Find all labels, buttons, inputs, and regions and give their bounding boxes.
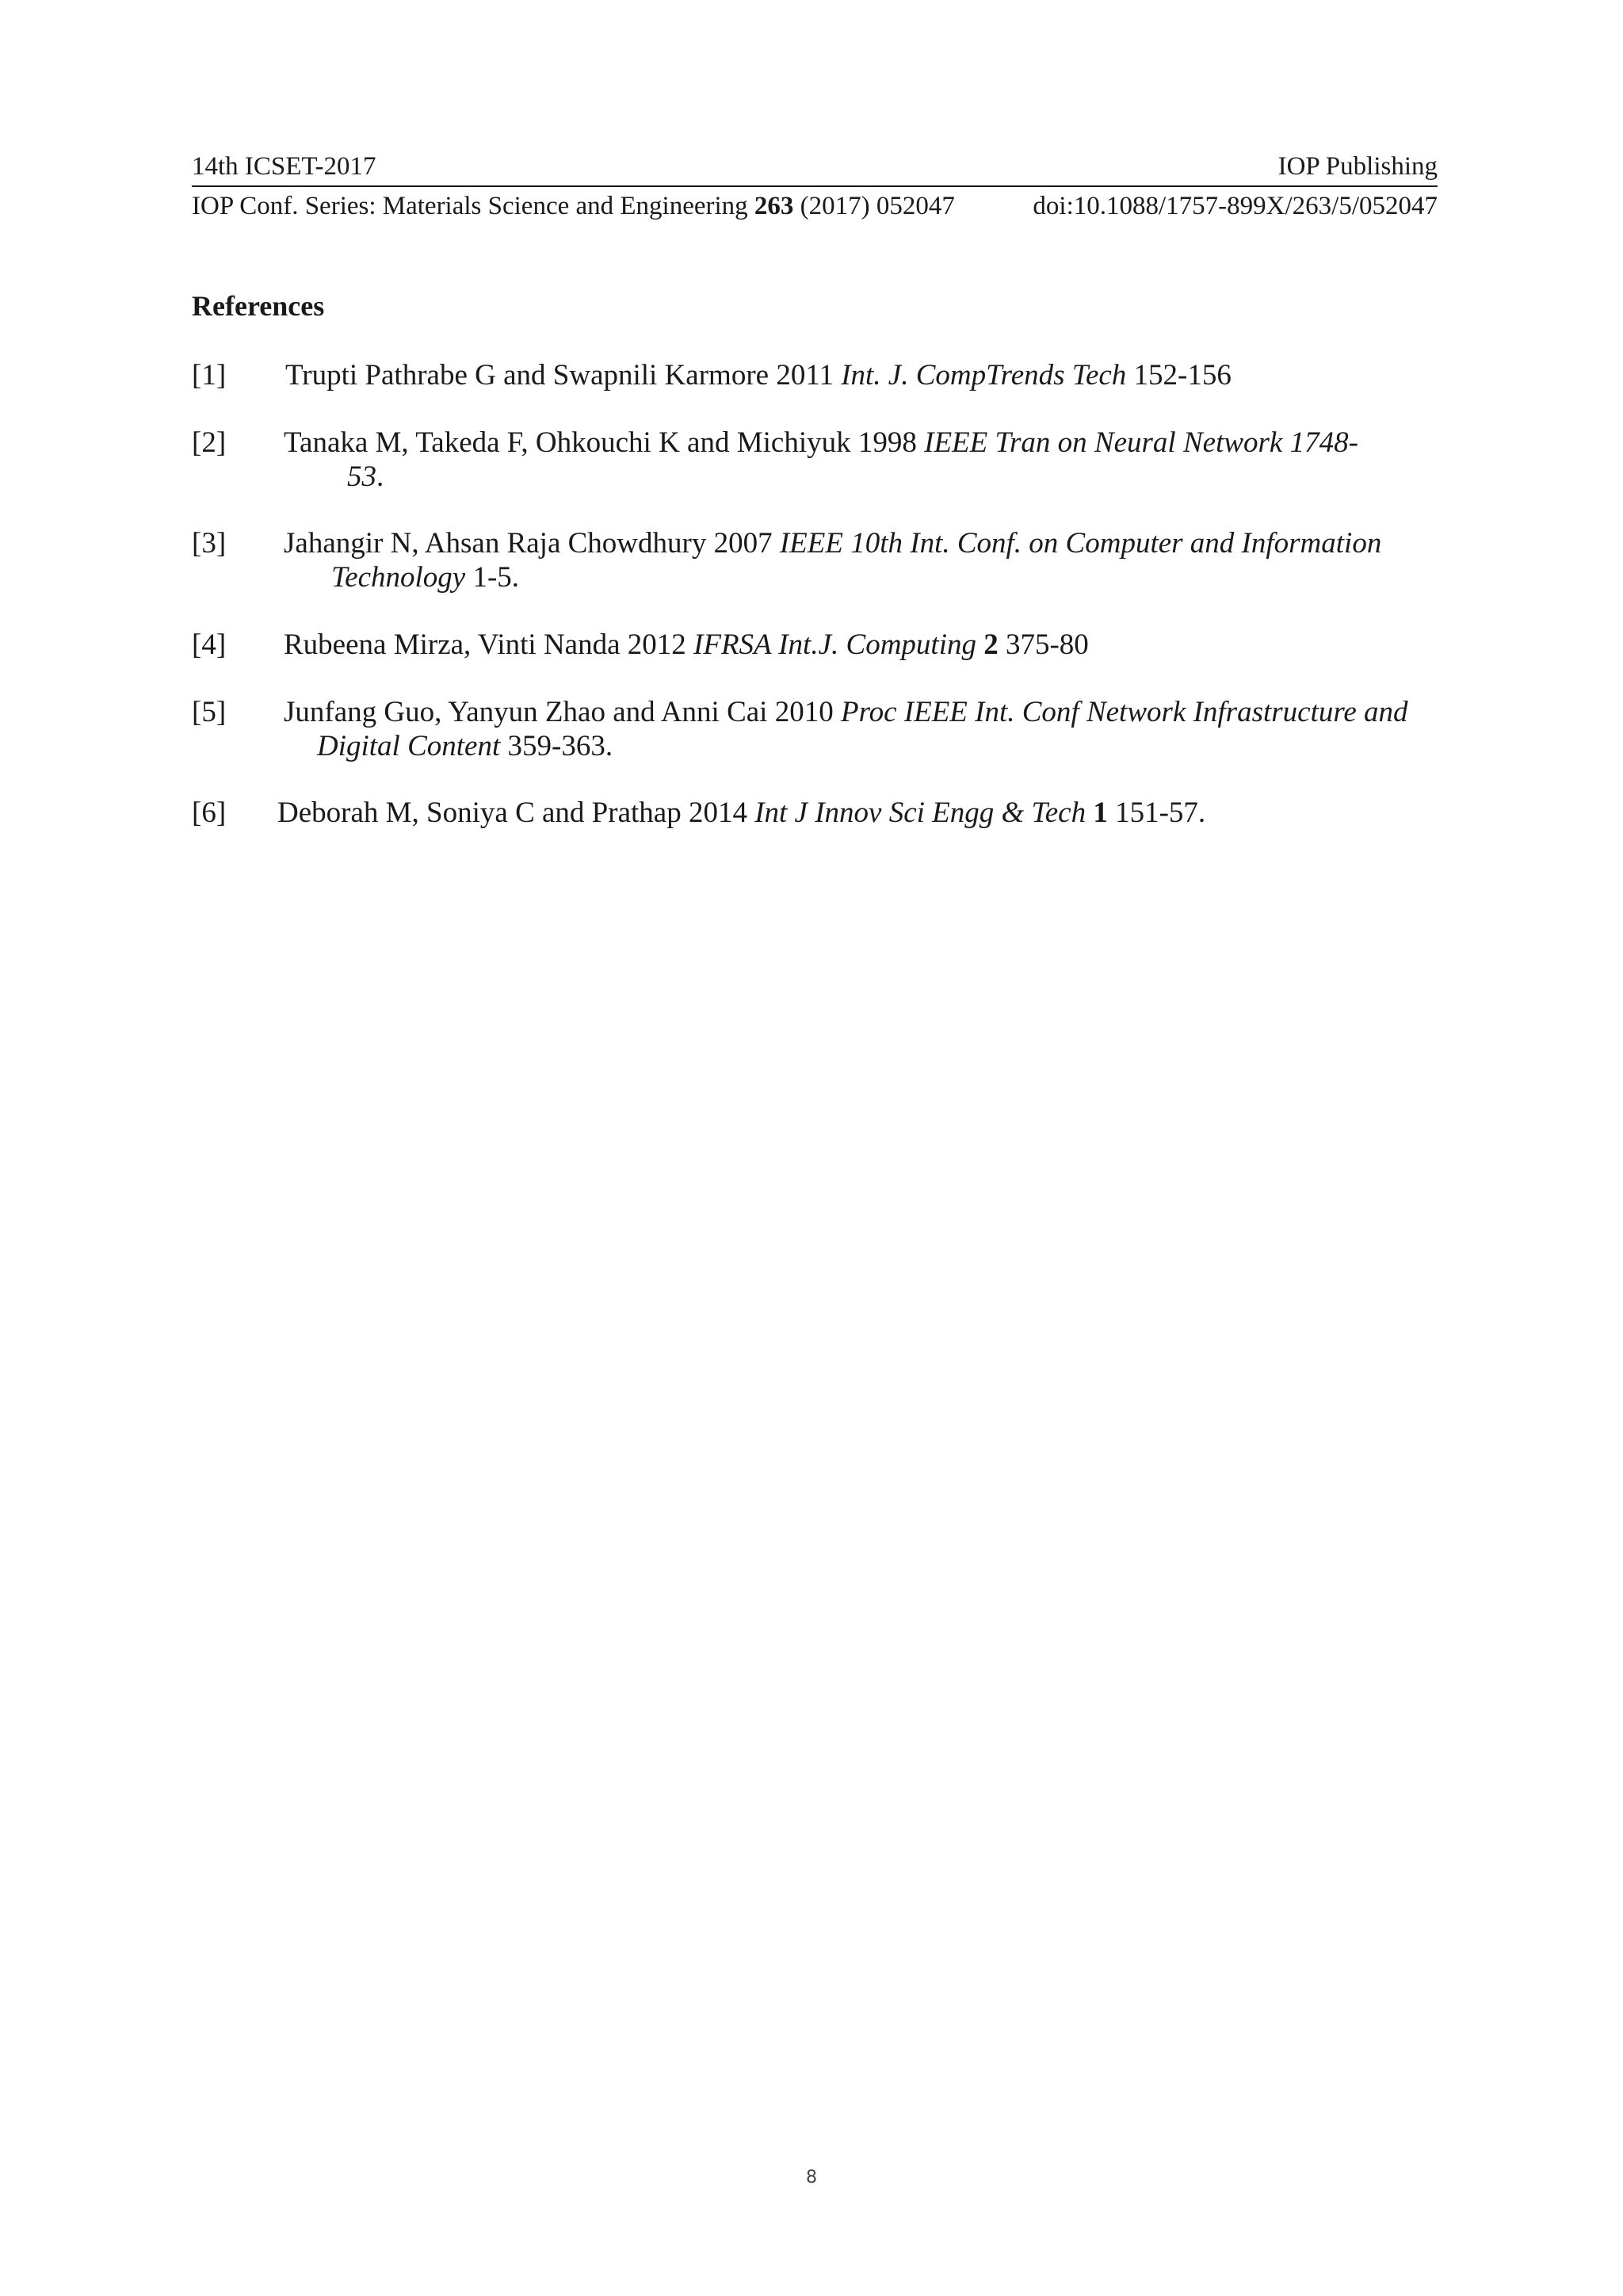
publisher-name: IOP Publishing <box>1277 152 1438 181</box>
series-citation <box>192 190 955 222</box>
reference-number: [6] <box>192 797 227 829</box>
reference-text <box>192 796 1444 830</box>
reference-number: [4] <box>192 628 227 661</box>
reference-text-line2 <box>192 729 1444 763</box>
series-volume: 263 <box>754 192 794 220</box>
reference-text-line2 <box>192 460 1444 494</box>
references-heading: References <box>192 290 325 322</box>
doi: doi:10.1088/1757-899X/263/5/052047 <box>1033 192 1438 220</box>
reference-number: [1] <box>192 359 227 392</box>
series-prefix: IOP Conf. Series: Materials Science and Engineering <box>192 192 748 220</box>
reference-text-line2 <box>192 560 1444 594</box>
reference-text <box>192 358 1444 392</box>
reference-number: [3] <box>192 527 227 560</box>
reference-source-continued: Digital Content <box>317 730 501 762</box>
conference-name: 14th ICSET-2017 <box>192 152 376 181</box>
reference-item <box>192 628 1444 662</box>
reference-source: Proc IEEE Int. Conf Network Infrastructure and <box>840 696 1408 728</box>
reference-text <box>192 628 1444 662</box>
reference-pages: 1-5. <box>465 561 520 594</box>
reference-volume: 2 <box>983 628 999 661</box>
reference-source: IEEE Tran on Neural Network 1748- <box>924 426 1358 459</box>
reference-pages: . <box>376 460 384 493</box>
reference-pages: 359-363. <box>500 730 613 762</box>
reference-authors: Tanaka M, Takeda F, Ohkouchi K and Michiyuk 1998 <box>284 426 925 459</box>
reference-number: [5] <box>192 696 227 728</box>
header-bottom-row <box>192 190 1438 222</box>
reference-authors: Junfang Guo, Yanyun Zhao and Anni Cai 2010 <box>284 696 841 728</box>
reference-text-line1 <box>192 426 1444 460</box>
reference-item <box>192 426 1444 494</box>
reference-volume: 1 <box>1093 797 1108 829</box>
reference-text-line1 <box>192 695 1444 729</box>
reference-item <box>192 796 1444 830</box>
reference-number: [2] <box>192 426 227 459</box>
reference-pages: 151-57. <box>1107 797 1206 829</box>
header-top-row <box>192 151 1438 187</box>
reference-authors: Trupti Pathrabe G and Swapnili Karmore 2011 <box>285 359 842 392</box>
reference-item <box>192 526 1444 594</box>
running-header <box>192 151 1438 222</box>
reference-item <box>192 358 1444 392</box>
reference-source: Int J Innov Sci Engg & Tech <box>754 797 1094 829</box>
reference-source: IFRSA Int.J. Computing <box>693 628 984 661</box>
reference-source: Int. J. CompTrends Tech <box>841 359 1127 392</box>
reference-source-continued: Technology <box>331 561 466 594</box>
reference-item <box>192 695 1444 763</box>
reference-authors: Deborah M, Soniya C and Prathap 2014 <box>277 797 755 829</box>
page-number: 8 <box>806 2168 817 2187</box>
reference-source-continued: 53 <box>347 460 376 493</box>
reference-source: IEEE 10th Int. Conf. on Computer and Information <box>779 527 1382 560</box>
series-suffix: (2017) 052047 <box>800 192 955 220</box>
reference-text-line1 <box>192 526 1444 560</box>
reference-authors: Jahangir N, Ahsan Raja Chowdhury 2007 <box>284 527 780 560</box>
reference-authors: Rubeena Mirza, Vinti Nanda 2012 <box>284 628 694 661</box>
reference-pages: 152-156 <box>1126 359 1232 392</box>
reference-pages: 375-80 <box>998 628 1089 661</box>
